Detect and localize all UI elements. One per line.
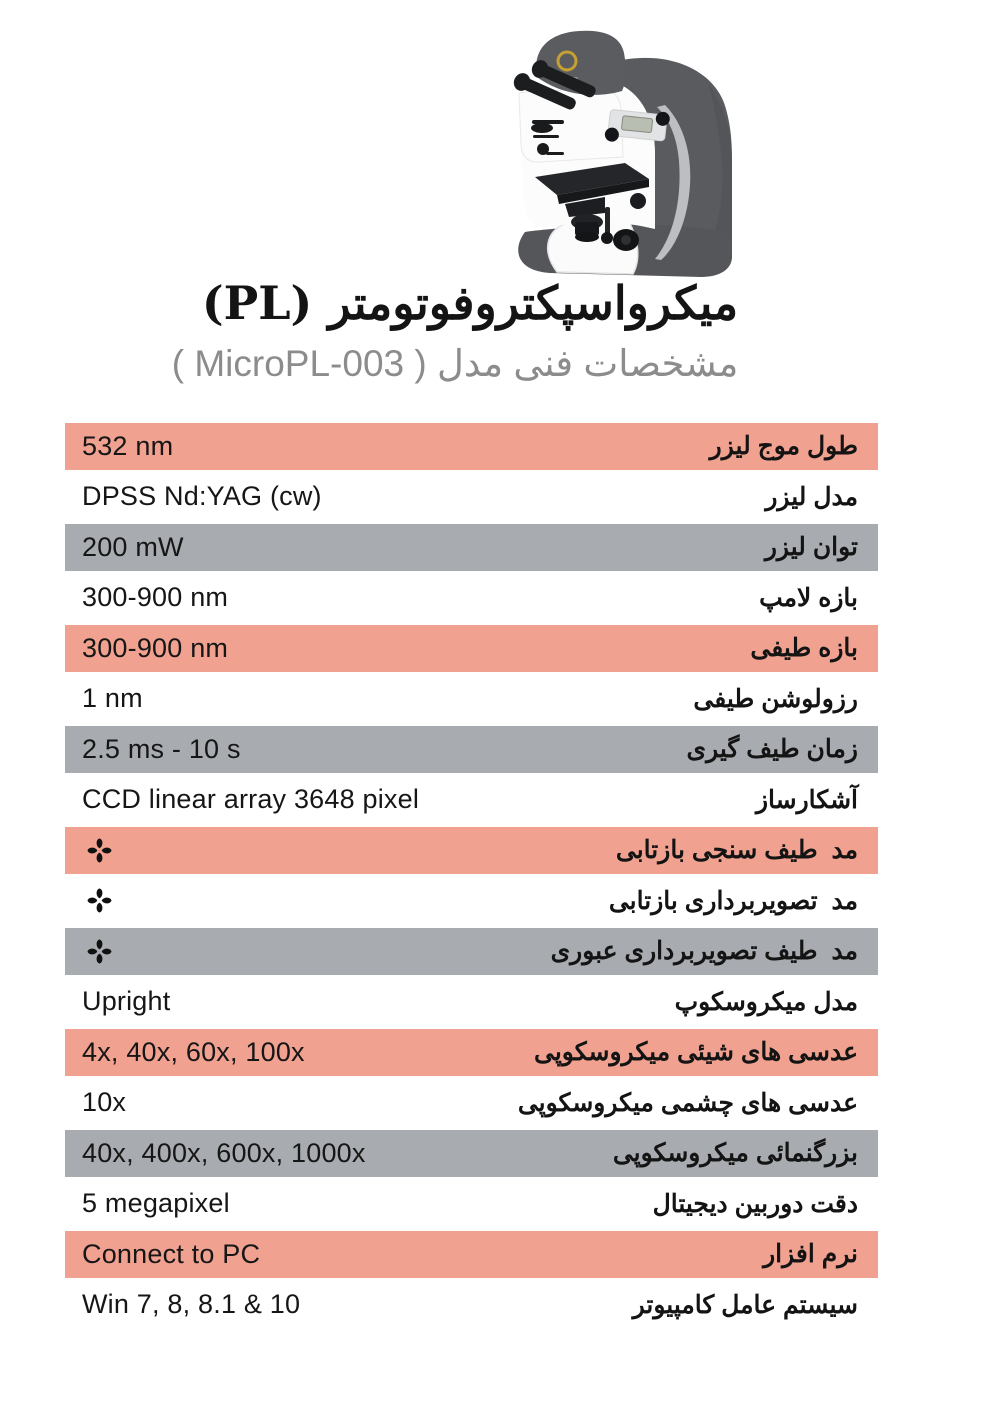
spec-table-row bbox=[65, 1128, 878, 1179]
spec-value: 40x, 400x, 600x, 1000x bbox=[82, 1137, 366, 1168]
spec-value: 200 mW bbox=[82, 531, 184, 562]
spec-value: CCD linear array 3648 pixel bbox=[82, 784, 420, 815]
four-petal-asterisk-icon bbox=[85, 937, 114, 966]
spec-table-row bbox=[65, 623, 878, 674]
spec-value: 1 nm bbox=[82, 683, 143, 714]
spec-label: بازه طیفی bbox=[750, 634, 858, 663]
spec-value: 300-900 nm bbox=[82, 632, 229, 663]
spec-label: زمان طیف گیری bbox=[686, 735, 858, 764]
spec-table-row bbox=[65, 825, 878, 876]
spec-value bbox=[65, 836, 114, 865]
spec-table-row bbox=[65, 1280, 878, 1331]
spec-label: مد طیف تصویربرداری عبوری bbox=[550, 937, 858, 966]
spec-value: 2.5 ms - 10 s bbox=[82, 733, 241, 764]
spec-label: رزولوشن طیفی bbox=[693, 684, 858, 713]
spec-label: نرم افزار bbox=[763, 1240, 858, 1269]
spec-table-row bbox=[65, 1229, 878, 1280]
spec-value: 10x bbox=[82, 1087, 127, 1118]
spec-label: طول موج لیزر bbox=[709, 432, 858, 461]
spec-value bbox=[65, 937, 114, 966]
spec-label: مد طیف سنجی بازتابی bbox=[615, 836, 858, 865]
spec-table-row bbox=[65, 1027, 878, 1078]
page-title: میکرواسپکتروفوتومتر (PL) bbox=[201, 276, 739, 330]
spec-label: توان لیزر bbox=[764, 533, 858, 562]
spec-label: مد تصویربرداری بازتابی bbox=[608, 886, 858, 915]
spec-label: آشکارساز bbox=[755, 785, 858, 814]
spec-label: دقت دوربین دیجیتال bbox=[652, 1189, 858, 1218]
spec-label: مدل لیزر bbox=[765, 482, 858, 511]
spec-table-row bbox=[65, 573, 878, 624]
spec-table bbox=[65, 421, 878, 1330]
spec-label: عدسی های چشمی میکروسکوپی bbox=[517, 1088, 858, 1117]
spec-table-row bbox=[65, 724, 878, 775]
spec-label: بازه لامپ bbox=[759, 583, 858, 612]
spec-table-row bbox=[65, 472, 878, 523]
spec-table-row bbox=[65, 775, 878, 826]
spec-label: سیستم عامل کامپیوتر bbox=[632, 1290, 858, 1319]
spec-table-row bbox=[65, 1179, 878, 1230]
spec-value: 5 megapixel bbox=[82, 1188, 230, 1219]
spec-table-row bbox=[65, 674, 878, 725]
spec-value bbox=[65, 886, 114, 915]
spec-table-row bbox=[65, 876, 878, 927]
spec-table-row bbox=[65, 1078, 878, 1129]
spec-table-row bbox=[65, 421, 878, 472]
page-subtitle: مشخصات فنی مدل ( MicroPL-003 ) bbox=[171, 343, 739, 384]
spec-value: 300-900 nm bbox=[82, 582, 229, 613]
spec-value: Upright bbox=[82, 986, 171, 1017]
spec-table-row bbox=[65, 926, 878, 977]
spec-value: 532 nm bbox=[82, 430, 174, 461]
four-petal-asterisk-icon bbox=[85, 836, 114, 865]
spec-value: 4x, 40x, 60x, 100x bbox=[82, 1036, 305, 1067]
spec-table-row bbox=[65, 522, 878, 573]
spec-value: DPSS Nd:YAG (cw) bbox=[82, 481, 322, 512]
spec-value: Win 7, 8, 8.1 & 10 bbox=[82, 1289, 301, 1320]
spec-label: مدل میکروسکوپ bbox=[674, 987, 858, 1016]
microscope-product-image bbox=[505, 25, 755, 285]
spec-table-row bbox=[65, 977, 878, 1028]
spec-label: بزرگنمائی میکروسکوپی bbox=[612, 1139, 858, 1168]
spec-label: عدسی های شیئی میکروسکوپی bbox=[534, 1038, 858, 1067]
four-petal-asterisk-icon bbox=[85, 886, 114, 915]
spec-value: Connect to PC bbox=[82, 1238, 261, 1269]
